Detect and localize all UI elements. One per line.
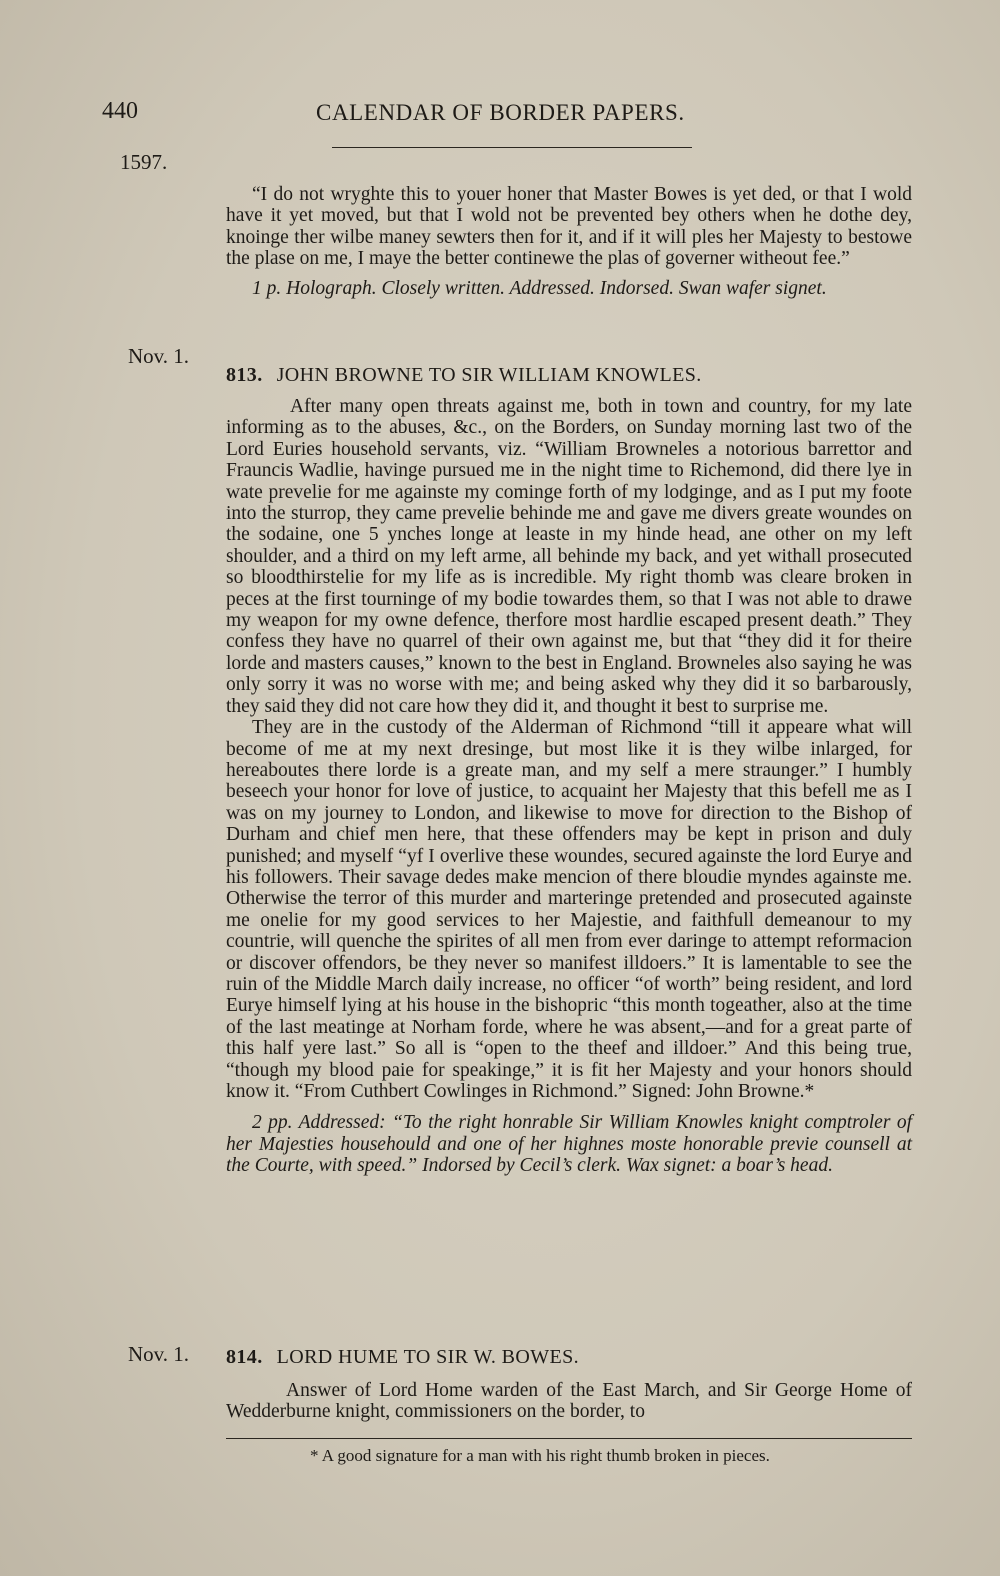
entry-814-para: Answer of Lord Home warden of the East March, and Sir George Home of Wedderburne knight, commissioners on the border, to (226, 1380, 912, 1423)
letter-quote: “I do not wryghte this to youer honer that Master Bowes is yet ded, or that I wold have it yet moved, but that I wold not be prevented bey others when he dothe dey, knoinge ther wilbe maney sewters then for it, and if it will ples her Majesty to bestowe the plase on me, I maye the better continewe the plas of governer witheout fee.” (226, 184, 912, 270)
entry-813-number: 813. (226, 364, 263, 386)
entry-813-heading (226, 364, 702, 387)
footnote: * A good signature for a man with his right thumb broken in pieces. (310, 1446, 770, 1465)
margin-year: 1597. (120, 150, 168, 174)
margin-date-814: Nov. 1. (128, 1342, 190, 1366)
entry-813-para-1: After many open threats against me, both in town and country, for my late informing as to the abuses, &c., on the Borders, on Sunday morning last two of the Lord Euries household servants, viz. “William Browneles a notorious barrettor and Frauncіs Wadlie, havinge pursued me in the night time to Richemond, did there lye in wate prevelie for me againste my cominge forth of my lodginge, and as I put my foote into the sturrop, they came prevelie behinde me and gave me divers greate woundes on the sodaine, one 5 ynches longe at leaste in my hinde head, ane other on my left shoulder, and a third on my left arme, all behinde my back, and yet withall prosecuted so bloodthirstelie for my life as is incredible. My right thomb was cleare broken in peces at the first tourninge of my bodie towardes them, so that I was not able to drawe my weapon for my owne defence, therfore most hardlie escaped present death.” They confess they have no quarrel of their own against me, but that “they did it for theire lorde and masters causes,” known to the best in England. Browneles also saying he was only sorry it was no worse with me; and being asked why they did it so barbarously, they said they did not care how they did it, and thought it best to surprise me. (226, 396, 912, 717)
entry-813-para-2: They are in the custody of the Alderman of Richmond “till it appeare what will become of me at my next dresinge, but most like it is they wilbe inlarged, for hereaboutes there lorde is a greate man, and my self a mere straunger.” I humbly beseech your honor for love of justice, to acquaint her Majesty that this befell me as I was on my journey to London, and likewise to move for direction to the Bishop of Durham and chief men here, that these offenders may be kept in prison and duly punished; and myself “yf I overlive these woundes, secured againste the lord Eurye and his followers. Their savage dedes make mencion of there bloudie myndes againste me. Otherwise the terror of this murder and marteringe pretended and prosecuted againste me onelie for my good services to her Majestie, and faithfull demeanour to my countrie, will quenche the spirites of all men from ever daringe to attempt reformacion or discover offendors, be they never so manifest illdoers.” It is lamentable to see the ruin of the Middle March daily increase, no officer “of worth” being resident, and lord Eurye himself lying at his house in the bishopric “this month togeather, also at the time of the last meatinge at Norham forde, where he was absent,—and for a great parte of this half yere last.” So all is “open to the theef and illdoer.” And this being true, “though my blood paie for speakinge,” it is fit her Majesty and your honors should know it. “From Cuthbert Cowlinges in Richmond.” Signed: John Browne.* (226, 717, 912, 1102)
footnote-rule (226, 1438, 912, 1439)
entry-813-body (226, 396, 912, 1177)
entry-814-heading (226, 1346, 579, 1369)
entry-814-title: LORD HUME TO SIR W. BOWES. (276, 1346, 580, 1368)
entry-814-body (226, 1380, 912, 1423)
running-head: CALENDAR OF BORDER PAPERS. (316, 100, 685, 125)
entry-note-812: 1 p. Holograph. Closely written. Addressed. Indorsed. Swan wafer signet. (252, 277, 827, 299)
entry-note-813: 2 pp. Addressed: “To the right honrable Sir William Knowles knight comptroler of her Majesties househould and one of her highnes moste honorable previe counsell at the Courte, with speed.” Indorsed by Cecil’s clerk. Wax signet: a boar’s head. (226, 1112, 912, 1177)
intro-block (226, 184, 912, 299)
page-number: 440 (102, 98, 138, 124)
entry-813-title: JOHN BROWNE TO SIR WILLIAM KNOWLES. (276, 364, 702, 386)
entry-814-number: 814. (226, 1346, 263, 1368)
margin-date-813: Nov. 1. (128, 344, 190, 368)
header-rule (332, 147, 692, 148)
